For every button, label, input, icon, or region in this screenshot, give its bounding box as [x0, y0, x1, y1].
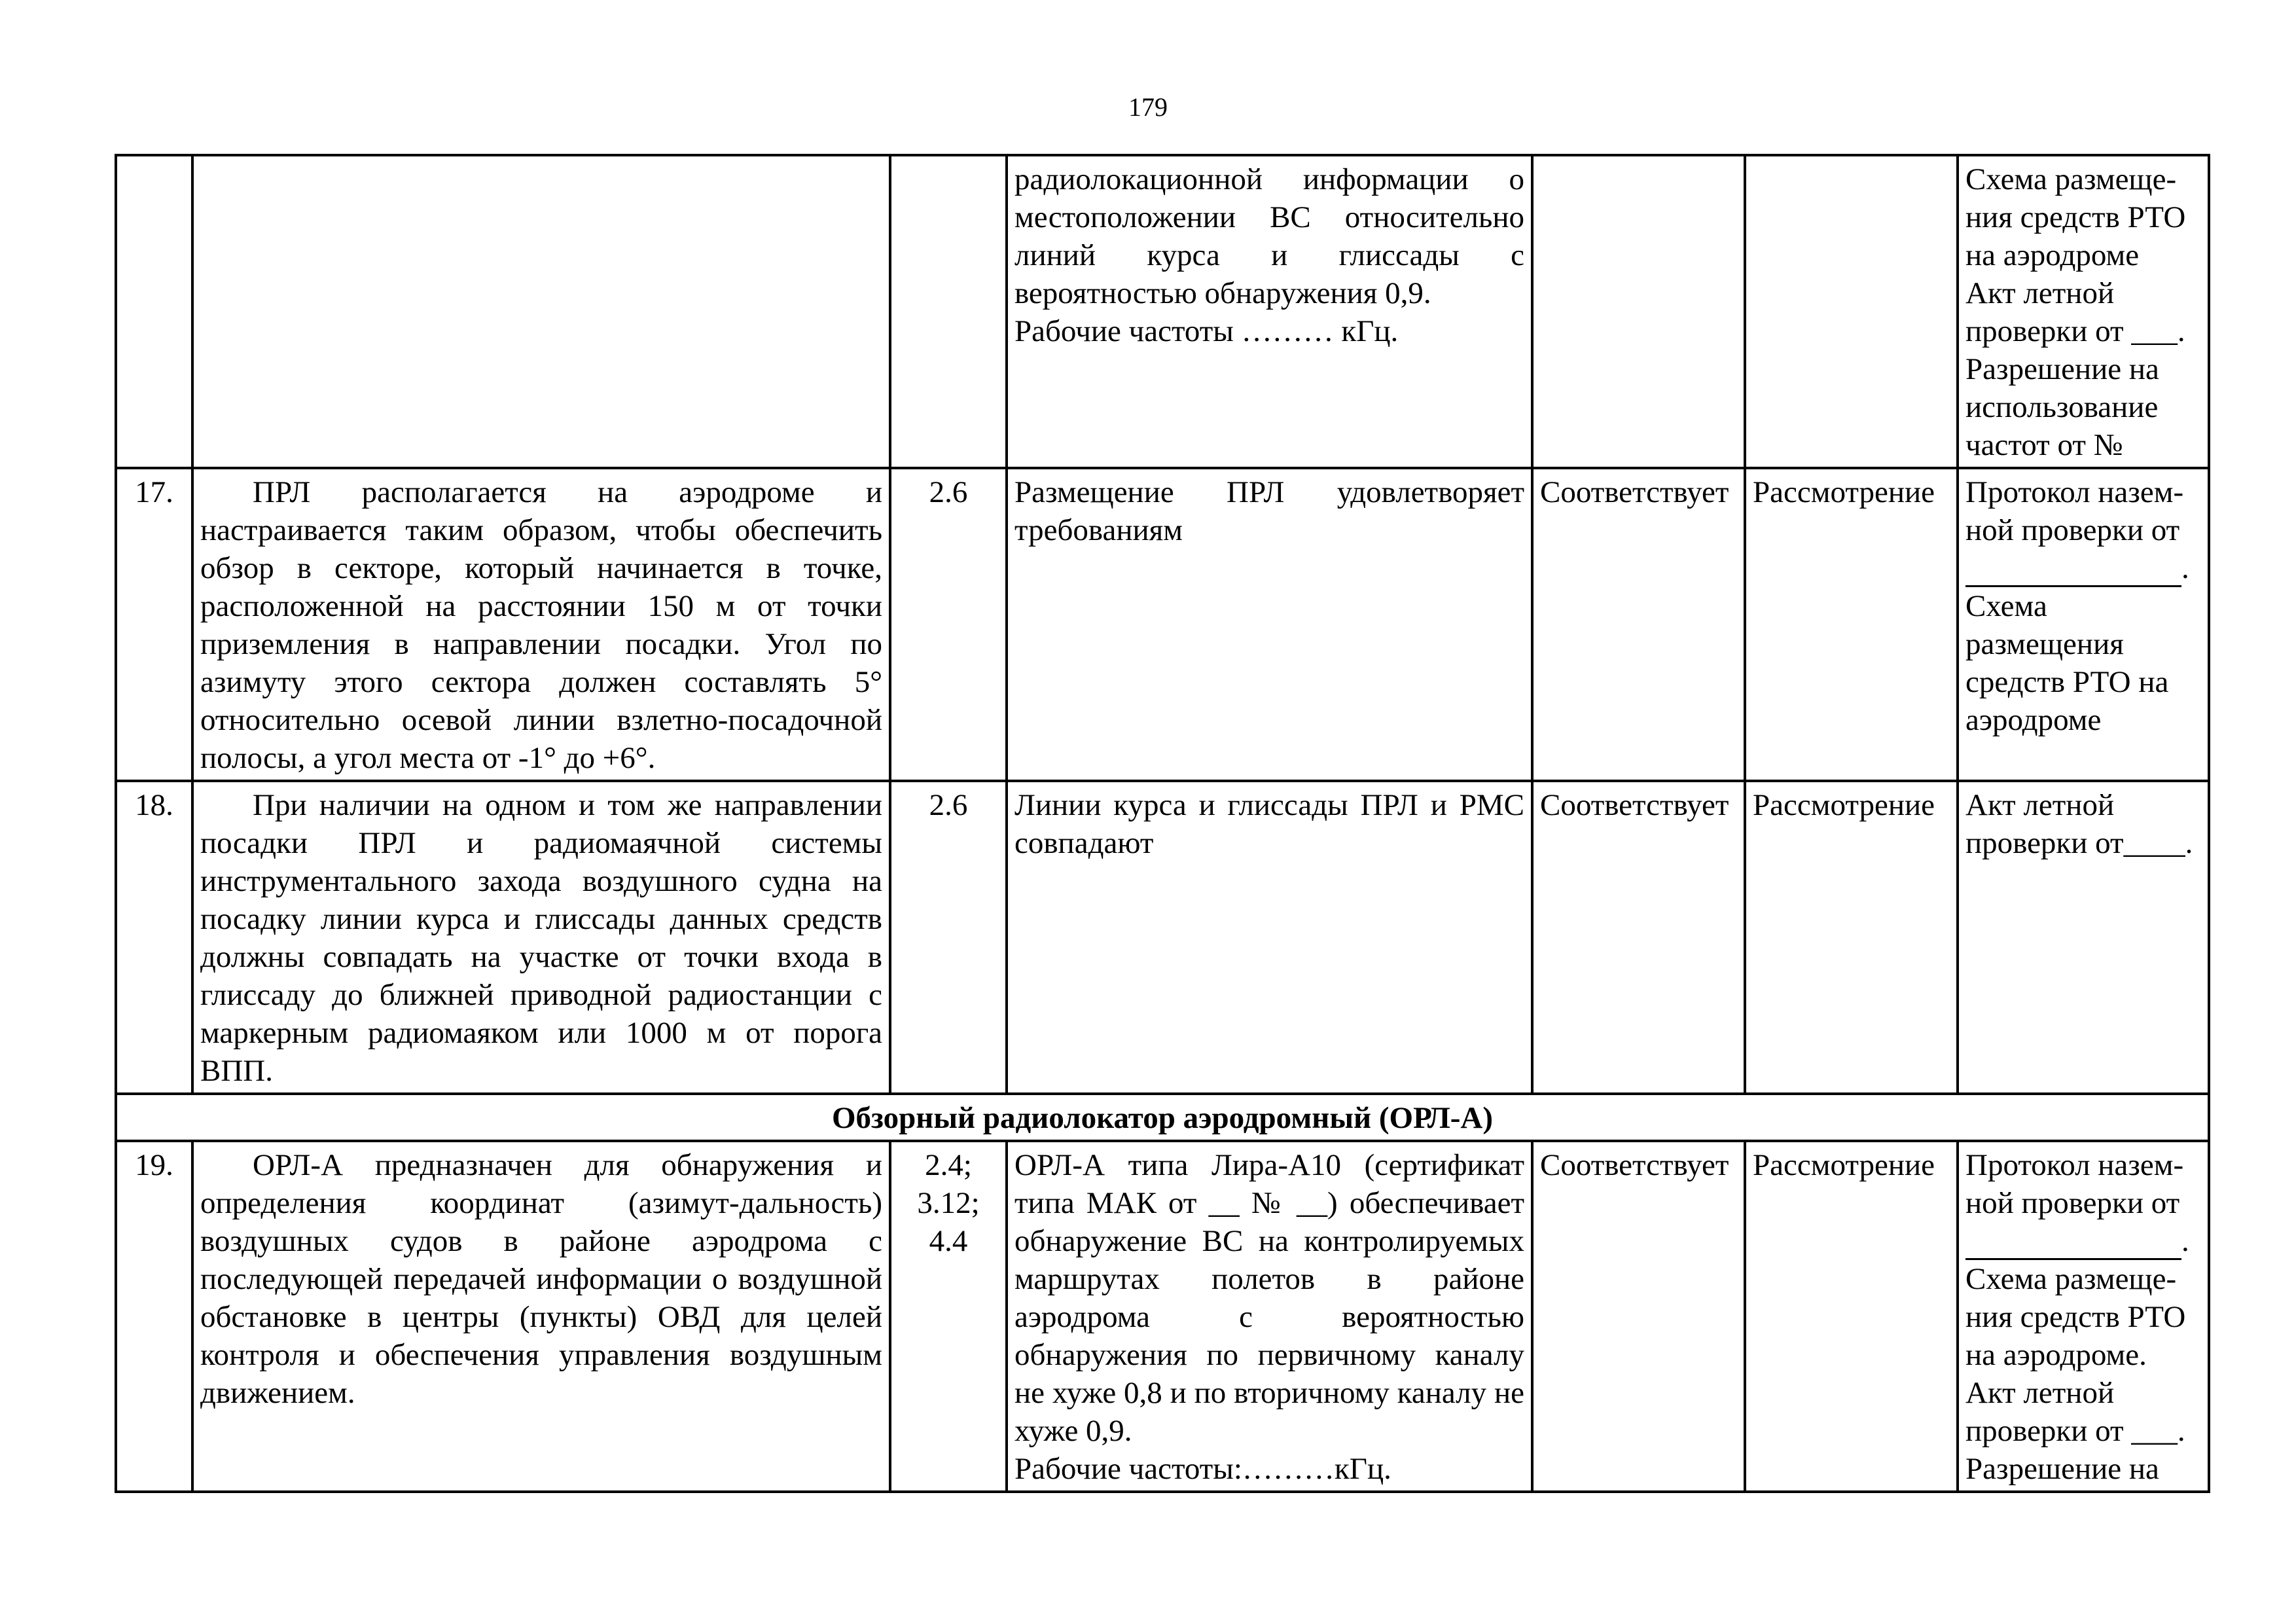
table-row-18 — [116, 781, 2209, 1094]
requirement-text: ОРЛ-А предназначен для обнаружения и определения координат (азимут-дальность) воздушных судов в районе аэродрома с последующей передачей информации о воздушной обстановке в центры (пункты) ОВД для целей контроля и обеспечения управления воздушным движением. — [200, 1148, 882, 1410]
documents-cell — [1958, 155, 2209, 468]
document-line: аэродроме — [1965, 703, 2102, 737]
reference-line: 2.4; — [925, 1148, 972, 1182]
documents-cell — [1958, 781, 2209, 1094]
reference-cell: 2.6 — [890, 781, 1007, 1094]
method-cell: Рассмотрение — [1745, 781, 1958, 1094]
requirement-cell — [192, 155, 890, 468]
reference-cell: 2.6 — [890, 468, 1007, 781]
document-line: Протокол назем- — [1965, 475, 2184, 509]
document-line: Протокол назем- — [1965, 1148, 2184, 1182]
blank-date-field: . — [1965, 549, 2201, 587]
row-number-cell: 18. — [116, 781, 192, 1094]
document-line: размещения — [1965, 627, 2124, 661]
operating-frequencies: Рабочие частоты ……… кГц. — [1014, 314, 1399, 348]
method-cell — [1745, 155, 1958, 468]
parameter-cell: Размещение ПРЛ удовлетворяет требованиям — [1007, 468, 1532, 781]
document-line: Схема размеще- — [1965, 1262, 2177, 1296]
requirement-cell — [192, 781, 890, 1094]
document-line: средств РТО на — [1965, 665, 2169, 699]
requirement-text: При наличии на одном и том же направлении посадки ПРЛ и радиомаячной системы инструментального захода воздушного судна на посадку линии курса и глиссады данных средств должны совпадать на участке от точки входа в глиссаду до ближней приводной радиостанции с маркерным радиомаяком или 1000 м от порога ВПП. — [200, 788, 882, 1088]
operating-frequencies: Рабочие частоты:………кГц. — [1014, 1452, 1391, 1486]
document-line: проверки от____. — [1965, 826, 2193, 860]
certification-table — [115, 154, 2210, 1493]
document-line: Акт летной — [1965, 276, 2115, 310]
requirement-text: ПРЛ располагается на аэродроме и настраивается таким образом, чтобы обеспечить обзор в секторе, который начинается в точке, расположенной на расстоянии 150 м от точки приземления в направлении посадки. Угол по азимуту этого сектора должен составлять 5° относительно осевой линии взлетно-посадочной полосы, а угол места от -1° до +6°. — [200, 475, 882, 775]
reference-cell — [890, 155, 1007, 468]
table-row-continued — [116, 155, 2209, 468]
parameter-cell — [1007, 1141, 1532, 1492]
status-cell — [1532, 155, 1745, 468]
reference-line: 3.12; — [917, 1186, 980, 1220]
document-line: на аэродроме. — [1965, 1338, 2147, 1372]
reference-cell — [890, 1141, 1007, 1492]
document-line: проверки от ___. — [1965, 1414, 2185, 1448]
document-line: на аэродроме — [1965, 238, 2140, 272]
document-line: Схема размеще- — [1965, 162, 2177, 196]
method-cell: Рассмотрение — [1745, 1141, 1958, 1492]
parameter-cell: Линии курса и глиссады ПРЛ и РМС совпадают — [1007, 781, 1532, 1094]
row-number-cell — [116, 155, 192, 468]
section-title: Обзорный радиолокатор аэродромный (ОРЛ-А) — [116, 1094, 2209, 1141]
document-line: ной проверки от — [1965, 513, 2180, 547]
document-line: ния средств РТО — [1965, 200, 2186, 234]
status-cell: Соответствует — [1532, 468, 1745, 781]
document-line: Акт летной — [1965, 1376, 2115, 1410]
document-line: ния средств РТО — [1965, 1300, 2186, 1334]
blank-date-field: . — [1965, 1222, 2201, 1260]
documents-cell — [1958, 468, 2209, 781]
reference-line: 4.4 — [929, 1224, 968, 1258]
parameter-text: ОРЛ-А типа Лира-А10 (сертификат типа МАК от __ № __) обеспечивает обнаружение ВС на контролируемых маршрутах полетов в районе аэродрома с вероятностью обнаружения по первичному каналу не хуже 0,8 и по вторичному каналу не хуже 0,9. — [1014, 1148, 1524, 1448]
parameter-text: радиолокационной информации о местоположении ВС относительно линий курса и глиссады с вероятностью обнаружения 0,9. — [1014, 162, 1524, 310]
document-line: проверки от ___. — [1965, 314, 2185, 348]
document-line: использование — [1965, 390, 2159, 424]
requirement-cell — [192, 468, 890, 781]
method-cell: Рассмотрение — [1745, 468, 1958, 781]
row-number-cell: 17. — [116, 468, 192, 781]
document-line: Схема — [1965, 589, 2047, 623]
section-header-row — [116, 1094, 2209, 1141]
row-number-cell: 19. — [116, 1141, 192, 1492]
page-number: 179 — [1128, 92, 1168, 122]
parameter-cell — [1007, 155, 1532, 468]
document-line: ной проверки от — [1965, 1186, 2180, 1220]
status-cell: Соответствует — [1532, 781, 1745, 1094]
document-line: Разрешение на — [1965, 352, 2159, 386]
status-cell: Соответствует — [1532, 1141, 1745, 1492]
requirement-cell — [192, 1141, 890, 1492]
documents-cell — [1958, 1141, 2209, 1492]
document-line: Разрешение на — [1965, 1452, 2159, 1486]
document-line: Акт летной — [1965, 788, 2115, 822]
table-row-19 — [116, 1141, 2209, 1492]
document-line: частот от № — [1965, 428, 2123, 462]
table-row-17 — [116, 468, 2209, 781]
